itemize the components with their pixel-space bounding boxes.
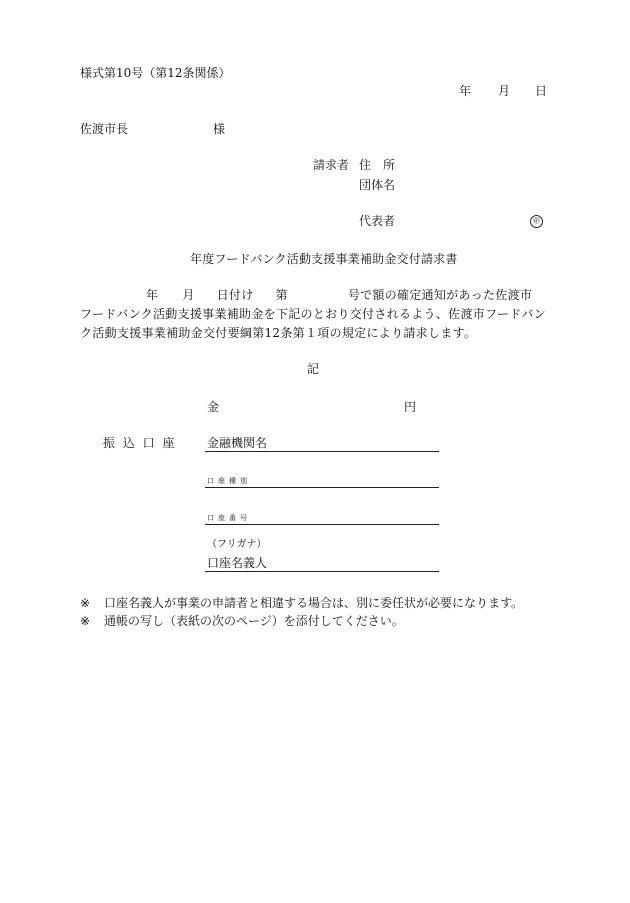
seal-icon: ㊞ xyxy=(530,215,543,228)
account-type-line xyxy=(205,487,439,488)
amount-label: 金 xyxy=(207,400,220,414)
date-month-label: 月 xyxy=(498,84,511,98)
furigana-label: （フリガナ） xyxy=(207,539,267,550)
ki-heading: 記 xyxy=(307,362,320,376)
claimant-label: 請求者 xyxy=(313,158,350,172)
note-1-mark: ※ xyxy=(80,596,91,610)
form-number: 様式第10号（第12条関係） xyxy=(80,66,231,80)
body-dai: 第 xyxy=(275,288,288,302)
claimant-rep-label: 代表者 xyxy=(359,214,396,228)
body-line-2: フードバンク活動支援事業補助金を下記のとおり交付されるよう、佐渡市フードバン xyxy=(80,307,546,321)
addressee-name: 佐渡市長 xyxy=(80,122,129,136)
institution-line xyxy=(205,451,439,452)
note-2-text: 通帳の写し（表紙の次のページ）を添付してください。 xyxy=(104,614,404,628)
addressee-honorific: 様 xyxy=(213,122,226,136)
body-day-suffix: 日付け xyxy=(216,288,254,302)
body-month: 月 xyxy=(182,288,195,302)
bank-section-label: 振 込 口 座 xyxy=(103,436,177,450)
holder-label: 口座名義人 xyxy=(207,556,268,570)
body-paragraph xyxy=(80,286,548,343)
document-title: 年度フードバンク活動支援事業補助金交付請求書 xyxy=(190,252,458,266)
note-1-text: 口座名義人が事業の申請者と相違する場合は、別に委任状が必要になります。 xyxy=(104,596,524,610)
body-line-1 xyxy=(80,286,548,305)
date-year-label: 年 xyxy=(459,84,472,98)
body-line-3: ク活動支援事業補助金交付要綱第12条第１項の規定により請求します。 xyxy=(80,326,477,340)
holder-line xyxy=(205,571,439,572)
account-type-label: 口座種別 xyxy=(207,477,251,485)
amount-unit: 円 xyxy=(404,400,417,414)
note-2-mark: ※ xyxy=(80,614,91,628)
body-line-1-rest: 号で額の確定通知があった佐渡市 xyxy=(347,288,533,302)
account-number-line xyxy=(205,524,439,525)
claimant-address-label: 住 所 xyxy=(359,158,396,172)
body-year: 年 xyxy=(146,288,159,302)
date-day-label: 日 xyxy=(535,84,548,98)
claimant-org-label: 団体名 xyxy=(359,178,396,192)
institution-label: 金融機関名 xyxy=(207,436,268,450)
account-number-label: 口座番号 xyxy=(207,514,251,522)
